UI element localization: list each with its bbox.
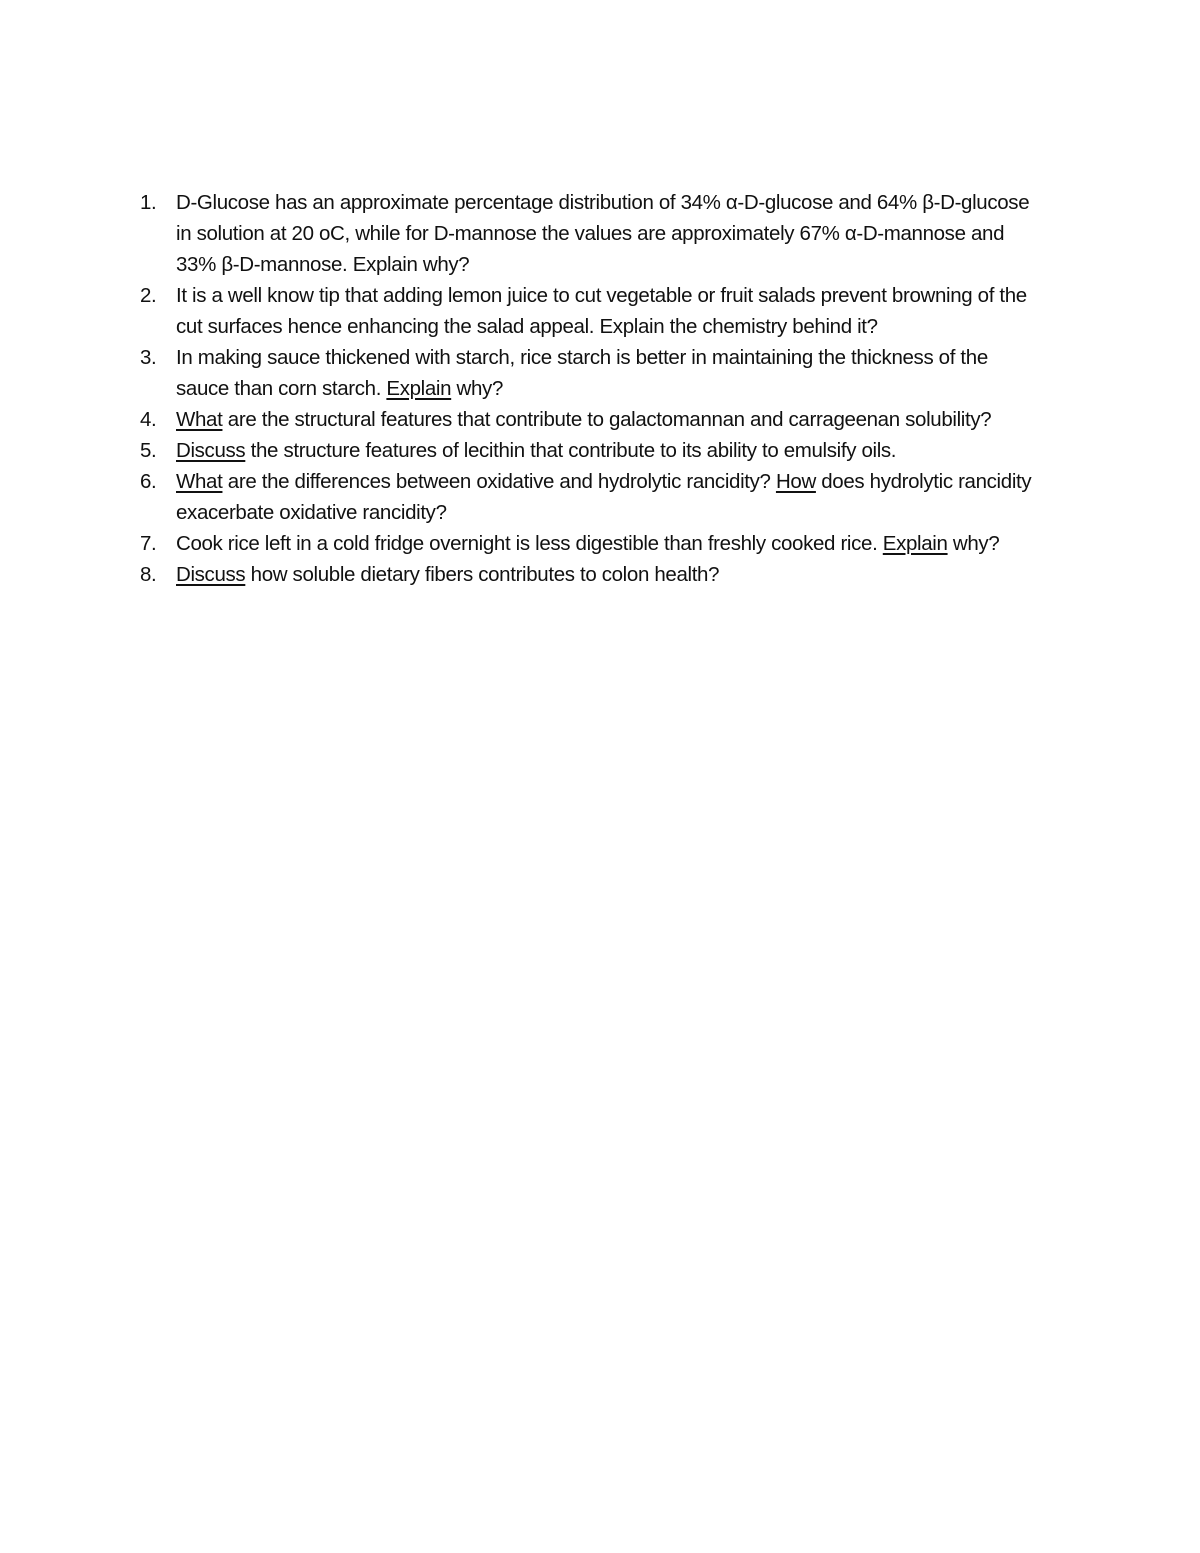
question-text-tail: how soluble dietary fibers contributes to colon health?	[245, 563, 720, 586]
question-text	[176, 466, 1040, 528]
question-text-tail: does hydrolytic rancidity exacerbate oxidative rancidity?	[176, 470, 1032, 524]
question-item-2	[140, 280, 1040, 342]
question-number: 4.	[140, 408, 157, 431]
question-number: 2.	[140, 284, 157, 307]
question-text	[176, 404, 1040, 435]
question-text	[176, 342, 1040, 404]
question-text-tail: why?	[451, 377, 503, 400]
underlined-keyword-2: How	[775, 470, 816, 493]
question-text: D-Glucose has an approximate percentage distribution of 34% α-D-glucose and 64% β-D-glucose in solution at 20 oC, while for D-mannose the values are approximately 67% α-D-mannose and 33% β-D-mannose. Explain why?	[176, 191, 1030, 276]
question-text-lead: In making sauce thickened with starch, rice starch is better in maintaining the thickness of the sauce than corn starch.	[176, 346, 988, 400]
question-text	[176, 528, 1040, 559]
underlined-keyword: Discuss	[176, 439, 246, 462]
underlined-keyword: Explain	[882, 532, 948, 555]
question-item-7	[140, 528, 1040, 559]
question-text-middle: are the differences between oxidative and hydrolytic rancidity?	[222, 470, 776, 493]
question-text-tail: why?	[947, 532, 1000, 555]
question-item-1	[140, 187, 1040, 280]
question-number: 5.	[140, 439, 157, 462]
question-text	[176, 435, 1040, 466]
question-item-3	[140, 342, 1040, 404]
question-number: 1.	[140, 191, 157, 214]
underlined-keyword: Discuss	[176, 563, 246, 586]
underlined-keyword: What	[176, 470, 223, 493]
question-number: 6.	[140, 470, 157, 493]
question-list	[140, 187, 1040, 590]
question-text: It is a well know tip that adding lemon juice to cut vegetable or fruit salads prevent browning of the cut surfaces hence enhancing the salad appeal. Explain the chemistry behind it?	[176, 284, 1027, 338]
underlined-keyword: Explain	[386, 377, 452, 400]
question-text-tail: the structure features of lecithin that contribute to its ability to emulsify oils.	[245, 439, 897, 462]
question-item-4	[140, 404, 1040, 435]
question-number: 8.	[140, 563, 157, 586]
question-text-tail: are the structural features that contribute to galactomannan and carrageenan solubility?	[222, 408, 992, 431]
question-text-lead: Cook rice left in a cold fridge overnight is less digestible than freshly cooked rice.	[176, 532, 883, 555]
question-item-8	[140, 559, 1040, 590]
underlined-keyword: What	[176, 408, 223, 431]
question-item-6	[140, 466, 1040, 528]
question-number: 3.	[140, 346, 157, 369]
question-item-5	[140, 435, 1040, 466]
question-text	[176, 559, 1040, 590]
question-number: 7.	[140, 532, 157, 555]
